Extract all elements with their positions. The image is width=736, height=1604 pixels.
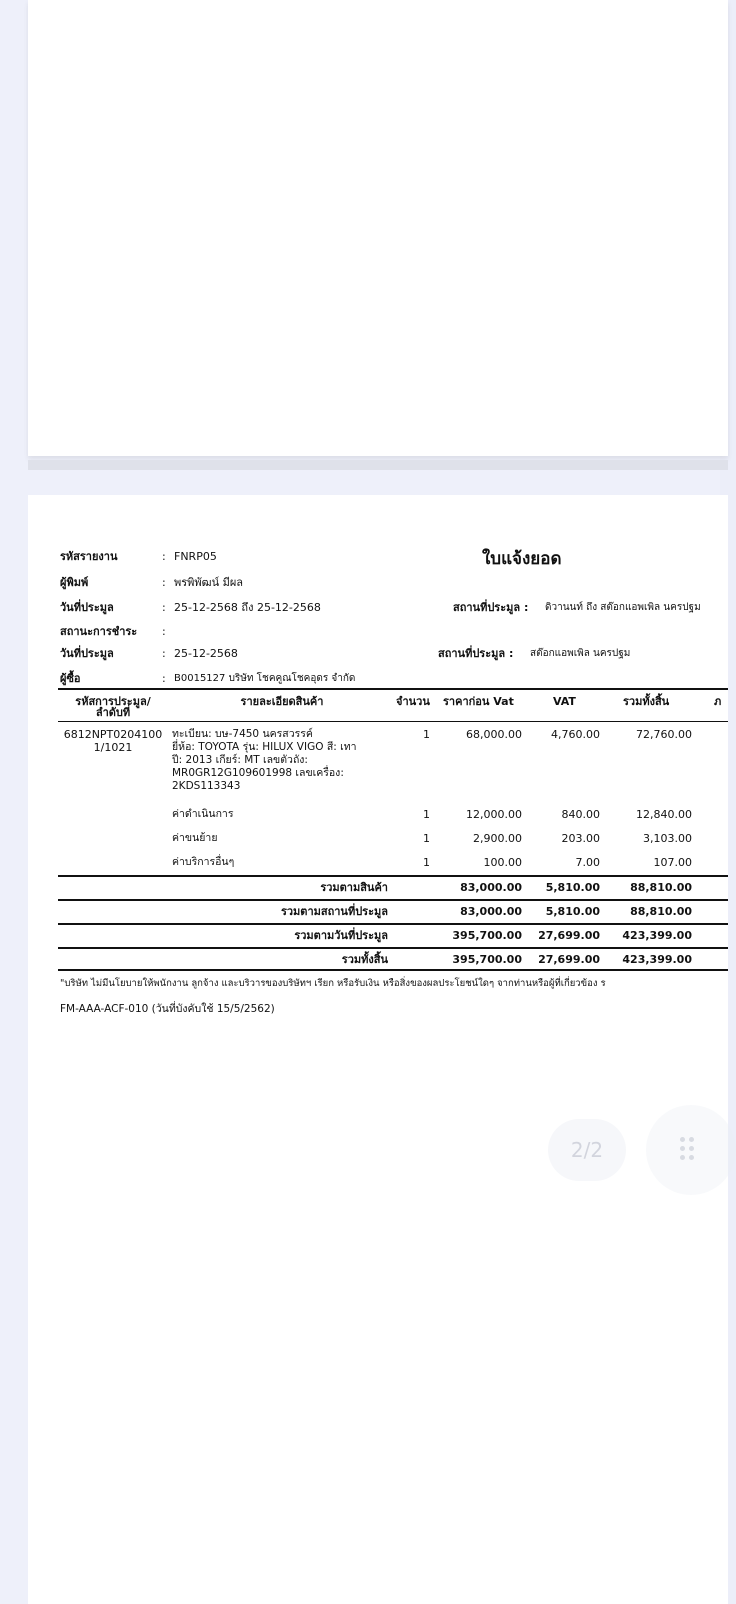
subtotal-vat: 5,810.00: [545, 905, 600, 918]
subtotal-pre-vat: 83,000.00: [460, 905, 522, 918]
subtotal-rule: [58, 875, 728, 877]
auction-sequence: 1/1021: [93, 741, 133, 754]
page-title: ใบแจ้งยอด: [482, 549, 562, 569]
header-value-report-code: FNRP05: [174, 550, 217, 563]
pdf-page-2: [28, 495, 728, 1604]
subtotal-vat: 5,810.00: [545, 881, 600, 894]
table-header-rule: [58, 721, 728, 722]
header-sep: :: [162, 601, 166, 614]
row-quantity: 1: [423, 856, 430, 869]
row-total: 12,840.00: [636, 808, 692, 821]
footer-note: "บริษัท ไม่มีนโยบายให้พนักงาน ลูกจ้าง และบริวารของบริษัทฯ เรียก หรือรับเงิน หรือสิ่งของผลประโยชน์ใดๆ จากท่านหรือผู้ที่เกี่ยวข้อง ร: [60, 978, 606, 989]
column-header-vat: VAT: [553, 695, 576, 708]
page-separator: [28, 460, 728, 470]
header-sep: :: [162, 550, 166, 563]
location-label-2: สถานที่ประมูล :: [438, 647, 514, 660]
header-sep: :: [162, 647, 166, 660]
drag-handle-icon[interactable]: [646, 1105, 736, 1195]
row-description: ค่าบริการอื่นๆ: [172, 856, 235, 868]
row-vat: 7.00: [575, 856, 600, 869]
row-pre-vat: 68,000.00: [466, 728, 522, 741]
row-total: 107.00: [653, 856, 692, 869]
column-header-quantity: จำนวน: [396, 695, 430, 708]
header-value-printer: พรพิพัฒน์ มีผล: [174, 576, 244, 589]
subtotal-label: รวมตามสถานที่ประมูล: [280, 905, 388, 918]
row-total: 3,103.00: [643, 832, 692, 845]
subtotal-label: รวมตามวันที่ประมูล: [294, 929, 388, 942]
row-pre-vat: 100.00: [483, 856, 522, 869]
row-vat: 4,760.00: [551, 728, 600, 741]
vehicle-desc-line: ปี: 2013 เกียร์: MT เลขตัวถัง:: [172, 754, 308, 766]
row-quantity: 1: [423, 832, 430, 845]
header-value-auction-date-range: 25-12-2568 ถึง 25-12-2568: [174, 601, 321, 614]
location-value-1: ดิวานนท์ ถึง สต๊อกแอพเพิล นครปฐม: [545, 602, 701, 613]
header-label-printer: ผู้พิมพ์: [60, 576, 89, 589]
column-header-auction-code: รหัสการประมูล/: [75, 695, 151, 708]
subtotal-total: 88,810.00: [630, 905, 692, 918]
subtotal-total: 88,810.00: [630, 881, 692, 894]
subtotal-pre-vat: 83,000.00: [460, 881, 522, 894]
grip-dot: [680, 1137, 685, 1142]
subtotal-pre-vat: 395,700.00: [452, 929, 522, 942]
grip-dot: [689, 1137, 694, 1142]
row-pre-vat: 2,900.00: [473, 832, 522, 845]
grand-total-total: 423,399.00: [622, 953, 692, 966]
row-quantity: 1: [423, 808, 430, 821]
subtotal-vat: 27,699.00: [538, 929, 600, 942]
header-label-payment-status: สถานะการชำระ: [60, 625, 138, 638]
grand-total-label: รวมทั้งสิ้น: [341, 953, 388, 966]
vehicle-desc-line: 2KDS113343: [172, 780, 241, 792]
row-description: ค่าขนย้าย: [172, 832, 218, 844]
header-value-buyer: B0015127 บริษัท โชคคูณโชคอุดร จำกัด: [174, 673, 356, 684]
header-sep: :: [162, 576, 166, 589]
header-label-report-code: รหัสรายงาน: [60, 550, 118, 563]
column-header-total: รวมทั้งสิ้น: [623, 695, 670, 708]
grand-total-vat: 27,699.00: [538, 953, 600, 966]
statement-document: [28, 495, 728, 1604]
subtotal-rule: [58, 923, 728, 925]
header-label-auction-date: วันที่ประมูล: [60, 647, 114, 660]
vehicle-desc-line: MR0GR12G109601998 เลขเครื่อง:: [172, 767, 344, 779]
subtotal-rule: [58, 947, 728, 949]
subtotal-total: 423,399.00: [622, 929, 692, 942]
header-sep: :: [162, 672, 166, 685]
grip-dot: [680, 1146, 685, 1151]
subtotal-rule: [58, 899, 728, 901]
grip-dot: [689, 1155, 694, 1160]
column-header-truncated: ภ: [714, 695, 722, 708]
row-total: 72,760.00: [636, 728, 692, 741]
form-code: FM-AAA-ACF-010 (วันที่บังคับใช้ 15/5/2562): [60, 1003, 275, 1015]
location-label-1: สถานที่ประมูล :: [453, 601, 529, 614]
pdf-page-1: [28, 0, 728, 456]
grip-dot: [689, 1146, 694, 1151]
row-pre-vat: 12,000.00: [466, 808, 522, 821]
row-quantity: 1: [423, 728, 430, 741]
table-bottom-rule: [58, 969, 728, 971]
subtotal-label: รวมตามสินค้า: [320, 881, 388, 894]
column-header-item-details: รายละเอียดสินค้า: [240, 695, 324, 708]
row-vat: 203.00: [561, 832, 600, 845]
row-description: ค่าดำเนินการ: [172, 808, 234, 820]
header-sep: :: [162, 625, 166, 638]
auction-code: 6812NPT0204100: [63, 728, 163, 741]
vehicle-desc-line: ทะเบียน: บษ-7450 นครสวรรค์: [172, 728, 313, 740]
header-label-buyer: ผู้ซื้อ: [60, 672, 81, 685]
header-label-auction-date-range: วันที่ประมูล: [60, 601, 114, 614]
location-value-2: สต๊อกแอพเพิล นครปฐม: [530, 648, 631, 659]
grand-total-pre-vat: 395,700.00: [452, 953, 522, 966]
column-header-sequence: ลำดับที่: [95, 706, 131, 719]
table-top-rule: [58, 688, 728, 690]
row-vat: 840.00: [561, 808, 600, 821]
column-header-pre-vat: ราคาก่อน Vat: [443, 695, 514, 708]
page-indicator: 2/2: [548, 1119, 626, 1181]
header-value-auction-date: 25-12-2568: [174, 647, 238, 660]
grip-dot: [680, 1155, 685, 1160]
vehicle-desc-line: ยี่ห้อ: TOYOTA รุ่น: HILUX VIGO สี: เทา: [172, 741, 357, 753]
